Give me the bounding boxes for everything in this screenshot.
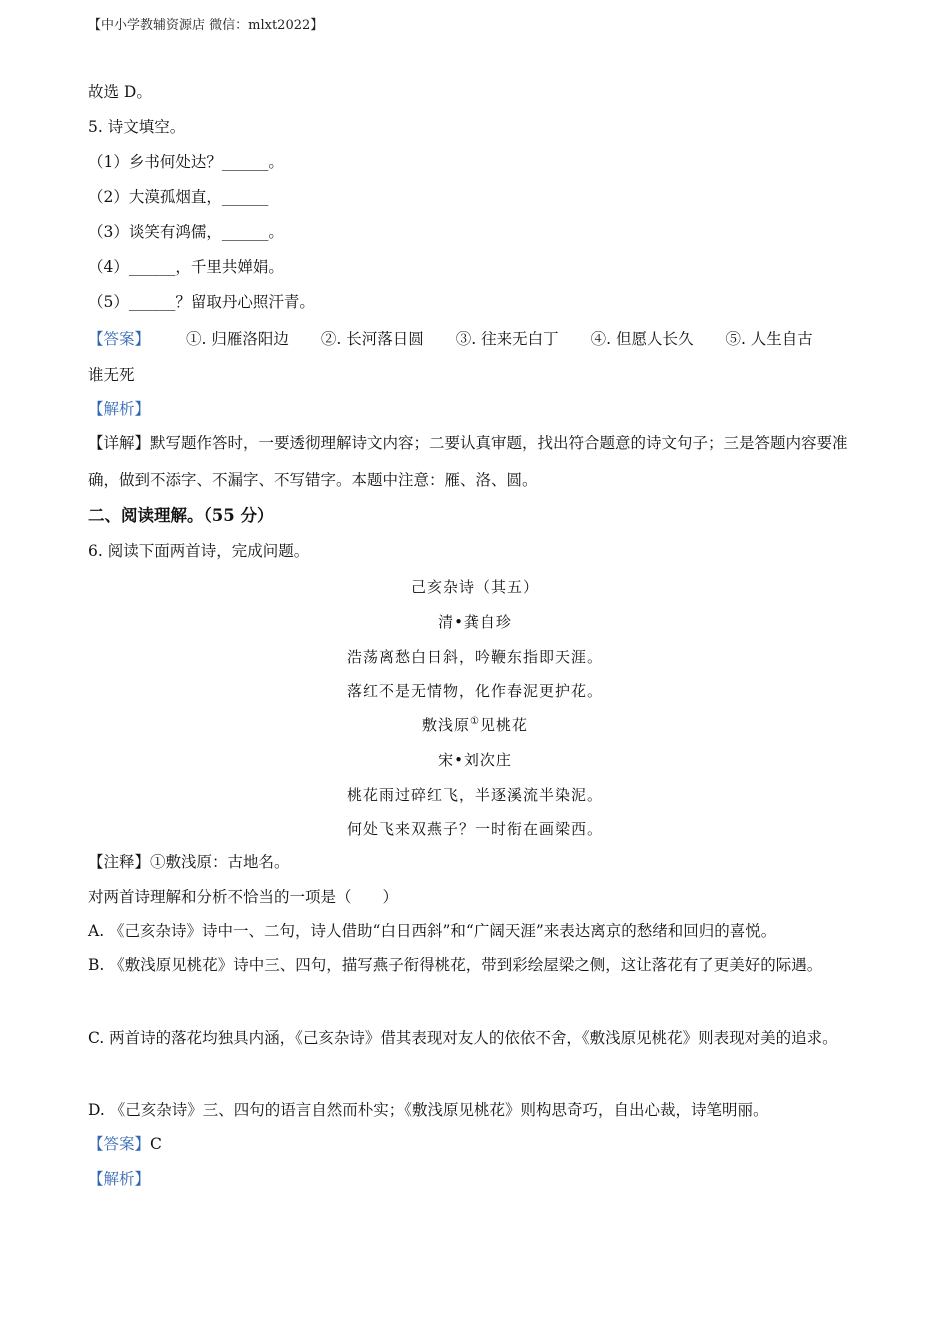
q6-option-c: C. 两首诗的落花均独具内涵，《己亥杂诗》借其表现对友人的依依不舍，《敷浅原见桃花》则表现对美的追求。 [88,1029,838,1047]
q5-answer-cont: 谁无死 [88,366,135,384]
q6-answer-value: C [150,1135,162,1153]
poem2-footnote-mark: ① [470,716,480,727]
poem1-title: 己亥杂诗（其五） [410,578,539,596]
poem2-title-b: 见桃花 [479,716,528,734]
q6-analysis-label: 【解析】 [88,1170,151,1188]
poem2-author: 宋•刘次庄 [438,751,512,769]
q6-question: 对两首诗理解和分析不恰当的一项是（ ） [88,888,399,906]
q5-answer-4: ④. 但愿人长久 [590,330,694,348]
q6-option-b: B. 《敷浅原见桃花》诗中三、四句，描写燕子衔得桃花，带到彩绘屋梁之侧，这让落花有了更美好的际遇。 [88,956,823,974]
q5-item-4: （4）______，千里共婵娟。 [88,258,284,276]
q5-answer-1: ①. 归雁洛阳边 [186,330,289,348]
q6-answer-label: 【答案】 [88,1135,151,1153]
q6-note: 【注释】①敷浅原：古地名。 [88,853,290,871]
poem1-line-1: 浩荡离愁白日斜，吟鞭东指即天涯。 [346,648,603,666]
poem2-line-2: 何处飞来双燕子？一时衔在画梁西。 [346,820,603,838]
q6-title: 6. 阅读下面两首诗，完成问题。 [88,542,310,560]
q5-answer-5: ⑤. 人生自古 [725,330,813,348]
q5-analysis-label: 【解析】 [88,400,151,418]
q5-answer-label: 【答案】 [88,330,151,348]
poem2-title-a: 敷浅原 [422,716,471,734]
poem1-line-2: 落红不是无情物，化作春泥更护花。 [346,682,603,700]
q5-answer-2: ②. 长河落日圆 [320,330,424,348]
q5-answer-3: ③. 往来无白丁 [455,330,559,348]
q5-item-5: （5）______？留取丹心照汗青。 [88,293,315,311]
q6-option-d: D. 《己亥杂诗》三、四句的语言自然而朴实；《敷浅原见桃花》则构思奇巧，自出心裁，诗笔明丽。 [88,1101,769,1119]
q5-item-3: （3）谈笑有鸿儒，______。 [88,223,284,241]
q5-title: 5. 诗文填空。 [88,118,186,136]
q5-detail: 【详解】默写题作答时，一要透彻理解诗文内容；二要认真审题，找出符合题意的诗文句子；三是答题内容要准确，做到不添字、不漏字、不写错字。本题中注意：雁、洛、圆。 [88,434,848,489]
prev-conclusion: 故选 D。 [88,83,152,101]
section-2-heading: 二、阅读理解。（55 分） [88,506,274,525]
q5-item-1: （1）乡书何处达？______。 [88,153,284,171]
header-watermark: 【中小学教辅资源店 微信：mlxt2022】 [88,18,324,33]
poem2-title [0,714,950,735]
poem2-line-1: 桃花雨过碎红飞，半逐溪流半染泥。 [346,786,603,804]
q6-option-a: A. 《己亥杂诗》诗中一、二句，诗人借助“白日西斜”和“广阔天涯”来表达离京的愁绪和回归的喜悦。 [88,922,777,940]
q5-answer-row [88,327,813,349]
q6-answer-row [88,1134,162,1154]
q5-item-2: （2）大漠孤烟直，______ [88,188,269,206]
poem1-author: 清•龚自珍 [438,613,512,631]
